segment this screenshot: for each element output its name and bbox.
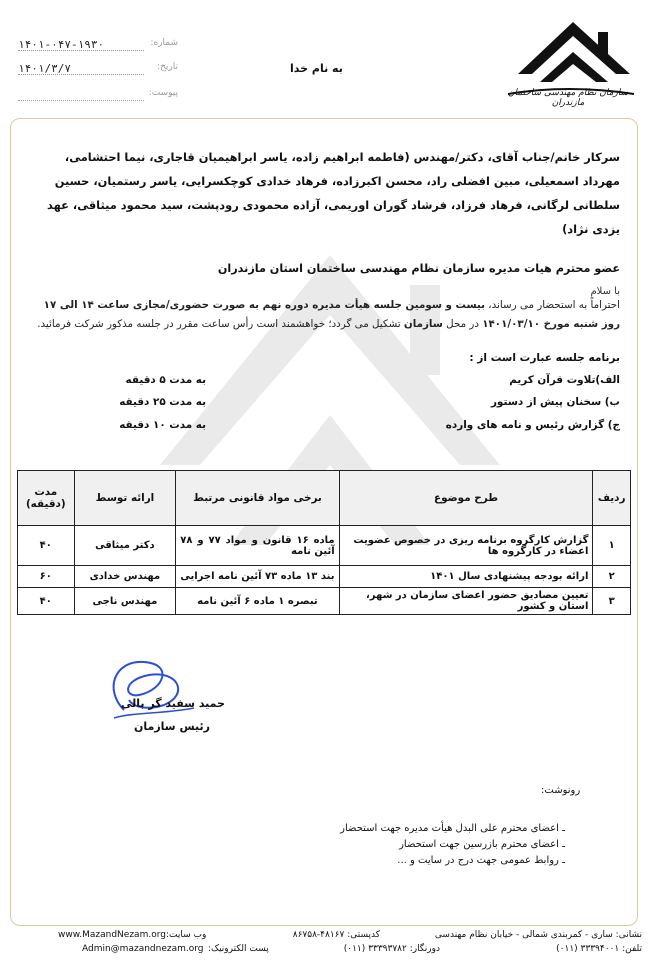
letter-number-label: شماره: [150,38,178,48]
table-cell: تعیین مصادیق حضور اعضای سازمان در شهر، استان و کشور [339,588,593,615]
footer-website-label: وب سایت: [166,930,207,940]
agenda-table [17,470,631,615]
table-cell: ۳ [593,588,631,615]
table-cell: بند ۱۳ ماده ۷۳ آئین نامه اجرایی [176,566,339,588]
footer-fax: دورنگار: ۳۳۳۹۳۷۸۲ (۰۱۱) [343,944,440,954]
table-cell: مهندس ناجی [74,588,176,615]
attachment-label: پیوست: [148,88,178,98]
program-item-duration: به مدت ۲۵ دقیقه [119,396,206,408]
cc-item: ـ روابط عمومی جهت درج در سایت و ... [397,855,565,866]
organization-name: سازمان نظام مهندسی ساختمان مازندران [507,88,629,108]
bismillah-heading: به نام خدا [290,62,343,75]
letter-date-value: ۱۴۰۱/۳/۷ [18,62,71,75]
letter-date-label: تاریخ: [157,62,178,72]
column-header: مدت (دقیقه) [18,471,75,526]
paragraph-closing: تشکیل می گردد؛ خواهشمند است رأس ساعت مقرر در جلسه مذکور شرکت فرمائید. [37,318,404,330]
letter-date-row [18,62,178,78]
table-cell: تبصره ۱ ماده ۶ آئین نامه [176,588,339,615]
divider [18,50,144,51]
program-item-duration: به مدت ۱۰ دقیقه [119,419,206,431]
column-header: ردیف [593,471,631,526]
program-item-name: ج) گزارش رئیس و نامه های وارده [445,419,620,431]
table-cell: ۱ [593,526,631,566]
table-row [18,566,631,588]
program-item-name: ب) سخنان پیش از دستور [490,396,620,408]
program-item-duration: به مدت ۵ دقیقه [125,374,206,386]
signatory-title: رئیس سازمان [134,720,210,733]
table-cell: ۴۰ [18,526,75,566]
table-header-row [18,471,631,526]
signature-scribble-icon [94,650,214,730]
divider [18,74,144,75]
divider [18,100,144,101]
column-header: ارائه توسط [74,471,176,526]
table-row [18,526,631,566]
letter-number-row [18,38,178,54]
column-header: طرح موضوع [339,471,593,526]
table-cell: ماده ۱۶ قانون و مواد ۷۷ و ۷۸ آئین نامه [176,526,339,566]
paragraph-location-prefix: در محل [442,318,483,330]
program-title: برنامه جلسه عبارت است از : [469,352,620,364]
table-cell: ۴۰ [18,588,75,615]
footer-email-link[interactable]: Admin@mazandnezam.org [82,944,204,954]
cc-item: ـ اعضای محترم علی البدل هیأت مدیره جهت استحضار [340,823,565,834]
footer-postal-code: کدپستی: ۴۸۱۶۷-۸۶۷۵۸ [292,930,380,940]
attachment-row [18,88,178,104]
table-cell: مهندس خدادی [74,566,176,588]
cc-title: رونوشت: [541,785,581,796]
meeting-paragraph [36,296,620,334]
column-header: برخی مواد قانونی مرتبط [176,471,339,526]
cc-item: ـ اعضای محترم بازرسین جهت استحضار [399,839,565,850]
table-cell: ۲ [593,566,631,588]
recipient-title: عضو محترم هیات مدیره سازمان نظام مهندسی ساختمان استان مازندران [217,262,620,275]
letter-footer [0,928,650,969]
table-cell: گزارش کارگروه برنامه ریزی در خصوص عضویت اعضاء در کارگروه ها [339,526,593,566]
table-cell: ارائه بودجه پیشنهادی سال ۱۴۰۱ [339,566,593,588]
footer-email-label: پست الکترونیک: [208,944,269,954]
meeting-details: بیست و سومین جلسه هیأت مدیره دوره نهم به صورت حضوری/مجازی ساعت ۱۴ الی ۱۷ روز شنبه مورخ ۱۴۰۱/۰۳/۱۰ [43,299,620,330]
signatory-name: حمید سفید گر بالی [121,697,225,710]
letter-number-value: ۱۴۰۱-۰۴۷-۱۹۳۰ [18,38,105,51]
table-row [18,588,631,615]
paragraph-intro: احتراماً به استحضار می رساند، [485,299,620,311]
program-item-name: الف)تلاوت قرآن کریم [509,374,620,386]
addressees-list: سرکار خانم/جناب آقای، دکتر/مهندس (فاطمه ابراهیم زاده، یاسر ابراهیمیان قاجاری، نیما احتشامی، مهرداد اسمعیلی، مبین افضلی راد، محسن اکبرزاده، فرهاد خدادی کوچکسرایی، یاسر رستمیان، حسین سلطانی لرگانی، فرهاد فرزاد، فرشاد گوران اوریمی، آزاده محمودی رودپشت، سید محمود میثاقی، عهد یزدی نژاد) [47,150,620,236]
table-cell: ۶۰ [18,566,75,588]
table-cell: دکتر میثاقی [74,526,176,566]
meeting-location: سازمان [403,318,443,330]
footer-phone: تلفن: ۳۳۳۹۴۰۰۱ (۰۱۱) [556,944,642,954]
footer-address: نشانی: ساری - کمربندی شمالی - خیابان نظام مهندسی [434,930,642,940]
greeting: با سلام [590,286,620,297]
footer-website-link[interactable]: www.MazandNezam.org [58,930,166,940]
